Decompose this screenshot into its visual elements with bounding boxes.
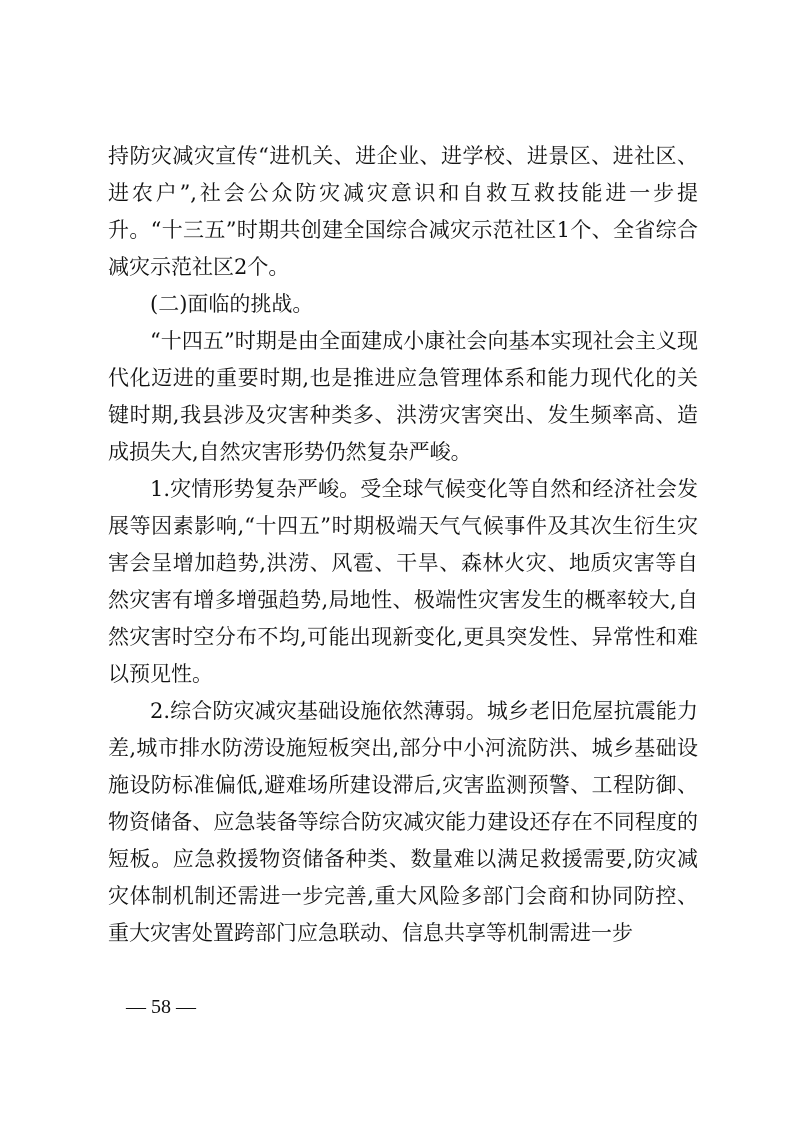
- page-number: — 58 —: [126, 996, 196, 1018]
- body-text: [108, 138, 698, 952]
- section-heading: (二)面临的挑战。: [150, 292, 314, 316]
- paragraph-item-2: 2.综合防灾减灾基础设施依然薄弱。城乡老旧危屋抗震能力差,城市排水防涝设施短板突出,部分中小河流防洪、城乡基础设施设防标准偏低,避难场所建设滞后,灾害监测预警、工程防御、物资储备、应急装备等综合防灾减灾能力建设还存在不同程度的短板。应急救援物资储备种类、数量难以满足救援需要,防灾减灾体制机制还需进一步完善,重大风险多部门会商和协同防控、重大灾害处置跨部门应急联动、信息共享等机制需进一步: [108, 699, 698, 945]
- paragraph-intro: “十四五”时期是由全面建成小康社会向基本实现社会主义现代化迈进的重要时期,也是推进应急管理体系和能力现代化的关键时期,我县涉及灾害种类多、洪涝灾害突出、发生频率高、造成损失大,自然灾害形势仍然复杂严峻。: [108, 329, 698, 464]
- paragraph-item-1: 1.灾情形势复杂严峻。受全球气候变化等自然和经济社会发展等因素影响,“十四五”时期极端天气气候事件及其次生衍生灾害会呈增加趋势,洪涝、风雹、干旱、森林火灾、地质灾害等自然灾害有增多增强趋势,局地性、极端性灾害发生的概率较大,自然灾害时空分布不均,可能出现新变化,更具突发性、异常性和难以预见性。: [108, 477, 698, 686]
- paragraph-continuation: 持防灾减灾宣传“进机关、进企业、进学校、进景区、进社区、进农户”,社会公众防灾减灾意识和自救互救技能进一步提升。“十三五”时期共创建全国综合减灾示范社区1个、全省综合减灾示范社区2个。: [108, 144, 698, 279]
